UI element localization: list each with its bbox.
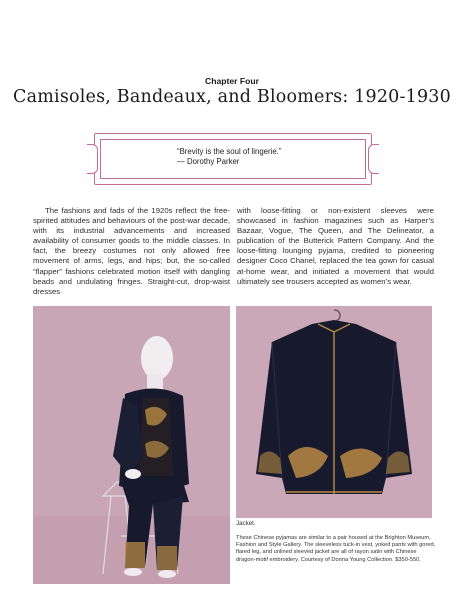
body-text-right-column: with loose-fitting or non-existent sleeves were showcased in fashion magazines such as Harper’s Bazaar, Vogue, The Queen, and The Delineator, a publication of the Butterick Pattern Company. And the loose-fitting lounging pyjama, credited to pioneering designer Coco Chanel, replaced the tea gown for casual at-home wear, and initiated a movement that would ultimately see trousers accepted as women’s wear. — [237, 206, 434, 286]
photo-mannequin-pyjamas — [33, 306, 230, 584]
epigraph-attribution: — Dorothy Parker — [177, 157, 240, 166]
chapter-label: Chapter Four — [205, 76, 259, 86]
jacket-illustration — [236, 306, 432, 518]
body-text-left-column: The fashions and fads of the 1920s reflect the free-spirited attitudes and behaviours of the post-war decade, with its industrial advancements and increased availability of consumer goods to the middle classes. In fact, the breezy costumes not only allowed free movement of arms, legs, and hips; but, the so-called “flapper” fashions celebrated motion itself with dangling beads and undulating fringes. Straight-cut, drop-waist dresses — [33, 206, 230, 296]
photo-jacket — [236, 306, 432, 518]
epigraph — [177, 147, 281, 167]
caption-text: These Chinese pyjamas are similar to a pair housed at the Brighton Museum, Fashion and Style Gallery. The sleeveless tuck-in vest, yoked pants with gored, flared leg, and unlined sleeved jacket are all of rayon satin with Chinese dragon-motif embroidery. Courtesy of Donna Young Collection. $350-550. — [236, 535, 436, 563]
chapter-title: Camisoles, Bandeaux, and Bloomers: 1920-1930 — [13, 87, 451, 107]
mannequin-illustration — [33, 306, 230, 584]
caption-title: Jacket. — [236, 520, 256, 527]
epigraph-quote: “Brevity is the soul of lingerie.” — [177, 147, 282, 156]
